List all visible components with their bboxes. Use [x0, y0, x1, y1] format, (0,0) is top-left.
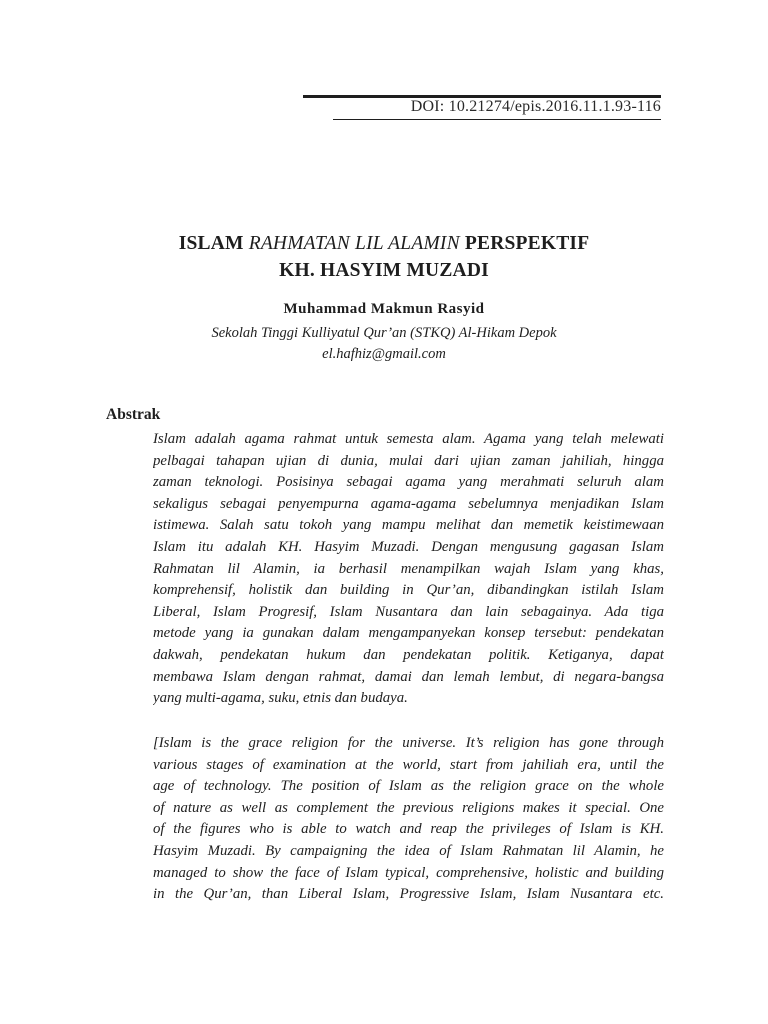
title-prefix: ISLAM — [178, 233, 249, 254]
abstract-heading: Abstrak — [106, 406, 161, 423]
abstract-id-line: komprehensif, holistik dan building in Qur’an, dibandingkan istilah Islam — [153, 582, 664, 599]
title-line-2: KH. HASYIM MUZADI — [279, 260, 489, 281]
author-name: Muhammad Makmun Rasyid — [283, 301, 485, 317]
abstract-english — [153, 733, 664, 906]
abstract-en-line: of the figures who is able to watch and reap the privileges of Islam is KH. — [153, 821, 664, 838]
title-line-1 — [80, 230, 688, 257]
abstract-id-line: membawa Islam dengan rahmat, damai dan lemah lembut, di negara-bangsa — [153, 668, 664, 685]
abstract-id-line: pelbagai tahapan ujian di dunia, mulai dari ujian zaman jahiliah, hingga — [153, 452, 664, 469]
author-email: el.hafhiz@gmail.com — [322, 346, 446, 362]
abstract-en-line: managed to show the face of Islam typical, comprehensive, holistic and building — [153, 864, 664, 881]
abstract-id-line: istimewa. Salah satu tokoh yang mampu melihat dan memetik keistimewaan — [153, 517, 664, 534]
abstract-en-line: Hasyim Muzadi. By campaigning the idea of Islam Rahmatan lil Alamin, he — [153, 842, 664, 859]
abstract-id-line: metode yang ia gunakan dalam mengampanyekan konsep tersebut: pendekatan — [153, 625, 664, 642]
abstract-id-line: Liberal, Islam Progresif, Islam Nusantara dan lain sebagainya. Ada tiga — [153, 603, 664, 620]
title-italic: RAHMATAN LIL ALAMIN — [248, 233, 460, 254]
abstract-en-line: various stages of examination at the world, start from jahiliah era, until the — [153, 756, 664, 773]
header-rule-thin — [333, 119, 661, 120]
title-suffix: PERSPEKTIF — [459, 233, 590, 254]
abstract-id-line: dakwah, pendekatan hukum dan pendekatan politik. Ketiganya, dapat — [153, 646, 664, 663]
abstract-id-line: yang multi-agama, suku, etnis dan budaya. — [153, 690, 408, 707]
abstract-indonesian — [153, 429, 664, 710]
abstract-en-line: in the Qur’an, than Liberal Islam, Progressive Islam, Islam Nusantara etc. — [153, 886, 664, 903]
abstract-en-line: [Islam is the grace religion for the universe. It’s religion has gone through — [153, 735, 664, 751]
abstract-id-line: zaman teknologi. Posisinya sebagai agama yang merahmati seluruh alam — [153, 474, 664, 491]
abstract-id-line: Rahmatan lil Alamin, ia berhasil menampilkan wajah Islam yang khas, — [153, 560, 664, 577]
article-title — [80, 230, 688, 284]
doi-text: DOI: 10.21274/epis.2016.11.1.93-116 — [410, 98, 661, 115]
abstract-id-line: Islam itu adalah KH. Hasyim Muzadi. Dengan mengusung gagasan Islam — [153, 538, 664, 555]
abstract-id-line: Islam adalah agama rahmat untuk semesta alam. Agama yang telah melewati — [153, 431, 664, 447]
abstract-id-line: sekaligus sebagai penyempurna agama-agama sebelumnya menjadikan Islam — [153, 495, 664, 512]
abstract-en-line: of nature as well as complement the previous religions makes it special. One — [153, 799, 664, 816]
author-affiliation: Sekolah Tinggi Kulliyatul Qur’an (STKQ) Al-Hikam Depok — [211, 325, 557, 341]
abstract-en-line: age of technology. The position of Islam as the religion grace on the whole — [153, 778, 664, 795]
